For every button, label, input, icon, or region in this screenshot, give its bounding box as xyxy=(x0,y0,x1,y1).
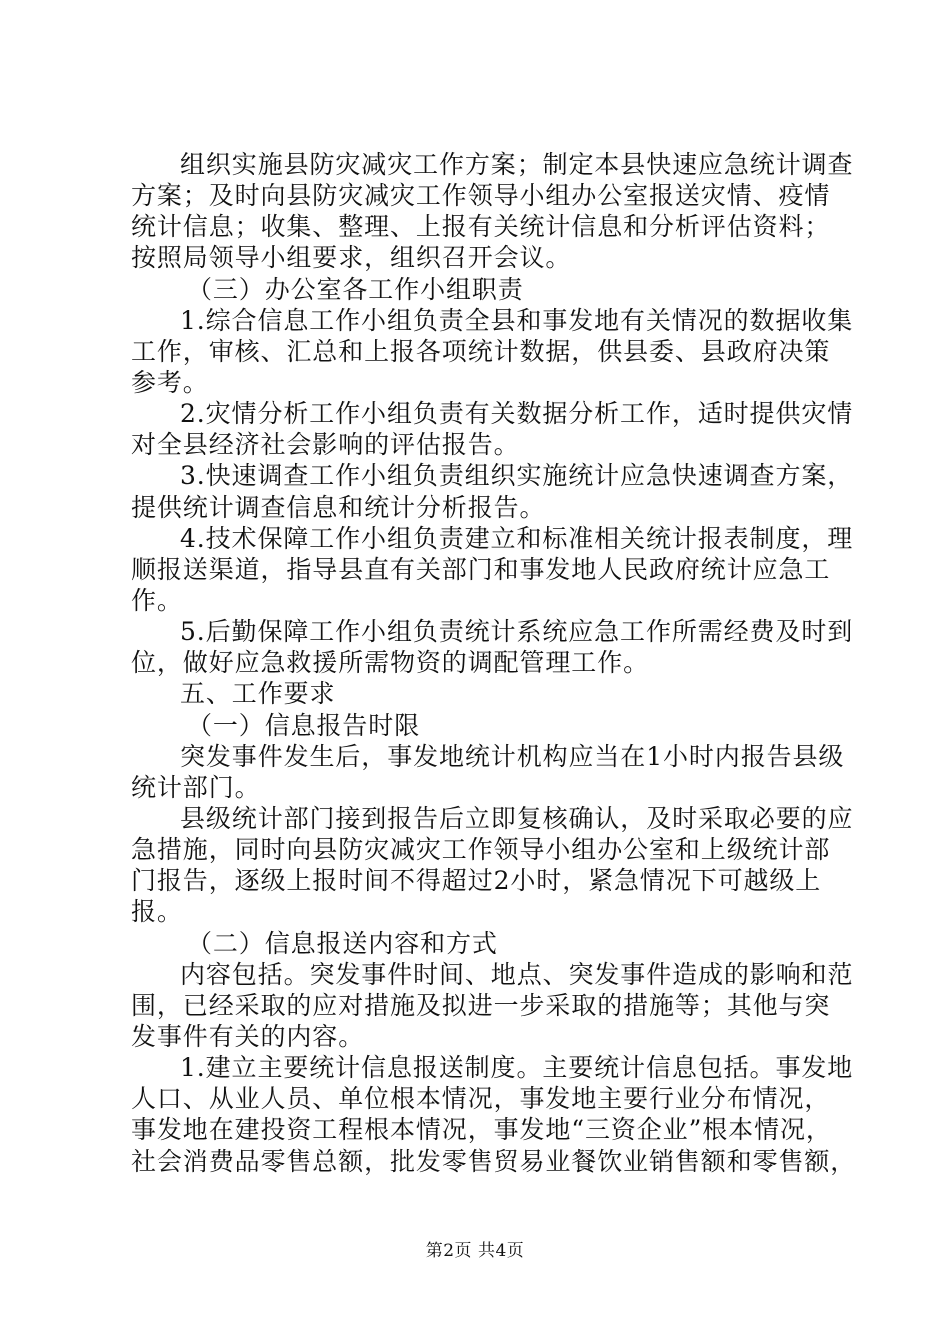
list-item-line: 2.灾情分析工作小组负责有关数据分析工作，适时提供灾情 xyxy=(180,399,854,429)
list-item-line: 参考。 xyxy=(131,367,209,397)
document-body xyxy=(131,149,857,1177)
paragraph-line: 围，已经采取的应对措施及拟进一步采取的措施等；其他与突 xyxy=(131,990,831,1020)
paragraph-line: 发事件有关的内容。 xyxy=(131,1021,365,1051)
section-heading: 五、工作要求 xyxy=(180,679,336,709)
paragraph-line: 县级统计部门接到报告后立即复核确认，及时采取必要的应 xyxy=(180,803,854,833)
subsection-heading: （一）信息报告时限 xyxy=(187,710,421,740)
page-number-footer: 第2页 共4页 xyxy=(425,1241,525,1261)
list-item-line: 5.后勤保障工作小组负责统计系统应急工作所需经费及时到 xyxy=(180,617,854,647)
list-item-line: 4.技术保障工作小组负责建立和标准相关统计报表制度，理 xyxy=(180,523,854,553)
paragraph-line: 统计部门。 xyxy=(131,772,261,802)
paragraph-line: 门报告，逐级上报时间不得超过2小时，紧急情况下可越级上 xyxy=(131,866,822,896)
list-item-line: 3.快速调查工作小组负责组织实施统计应急快速调查方案， xyxy=(180,461,854,491)
list-item-line: 位，做好应急救援所需物资的调配管理工作。 xyxy=(131,648,650,678)
paragraph-line: 急措施，同时向县防灾减灾工作领导小组办公室和上级统计部 xyxy=(131,835,831,865)
list-item-line: 社会消费品零售总额，批发零售贸易业餐饮业销售额和零售额， xyxy=(131,1146,857,1176)
paragraph-line: 组织实施县防灾减灾工作方案；制定本县快速应急统计调查 xyxy=(180,150,854,179)
list-item-line: 提供统计调查信息和统计分析报告。 xyxy=(131,492,546,522)
paragraph-line: 内容包括。突发事件时间、地点、突发事件造成的影响和范 xyxy=(180,959,854,989)
list-item-line: 顺报送渠道，指导县直有关部门和事发地人民政府统计应急工 xyxy=(131,554,831,584)
list-item-line: 人口、从业人员、单位根本情况，事发地主要行业分布情况， xyxy=(131,1084,831,1114)
list-item-line: 对全县经济社会影响的评估报告。 xyxy=(131,430,520,460)
paragraph-line: 统计信息；收集、整理、上报有关统计信息和分析评估资料； xyxy=(131,212,831,242)
list-item-line: 工作，审核、汇总和上报各项统计数据，供县委、县政府决策 xyxy=(131,336,831,366)
subsection-heading: （二）信息报送内容和方式 xyxy=(187,928,498,958)
list-item-line: 1.综合信息工作小组负责全县和事发地有关情况的数据收集 xyxy=(180,305,854,335)
paragraph-line: 报。 xyxy=(131,897,183,927)
section-heading: （三）办公室各工作小组职责 xyxy=(187,274,524,304)
paragraph-line: 按照局领导小组要求，组织召开会议。 xyxy=(131,243,572,273)
paragraph-line: 突发事件发生后，事发地统计机构应当在1小时内报告县级 xyxy=(180,741,845,771)
paragraph-line: 方案；及时向县防灾减灾工作领导小组办公室报送灾情、疫情 xyxy=(131,181,831,211)
list-item-line: 事发地在建投资工程根本情况，事发地“三资企业”根本情况， xyxy=(131,1115,832,1145)
list-item-line: 1.建立主要统计信息报送制度。主要统计信息包括。事发地 xyxy=(180,1053,854,1083)
list-item-line: 作。 xyxy=(131,585,183,615)
